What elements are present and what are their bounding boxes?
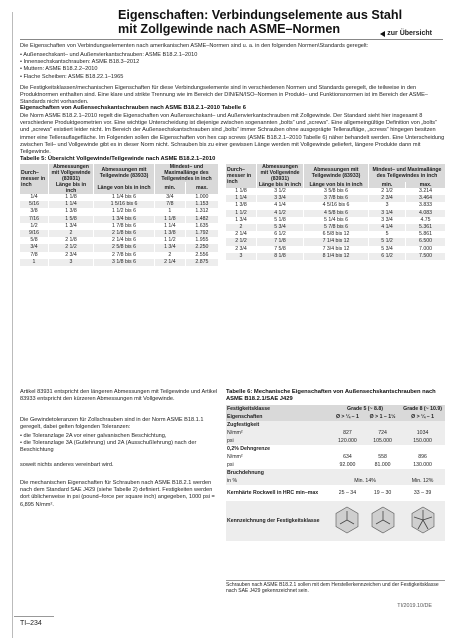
table-cell: 1 1/4 [226, 195, 257, 202]
table-cell: 1 1/2 bis 6 [94, 208, 155, 215]
table-cell: 1 1/4 [155, 223, 186, 230]
table-cell: 2 7/8 bis 6 [94, 252, 155, 259]
table-row [20, 216, 218, 223]
table-cell: 5.861 [406, 231, 445, 238]
table-row [226, 217, 445, 224]
col-header: Länge bis in inch [49, 182, 94, 194]
page-number: TI–234 [20, 620, 42, 627]
table-cell: 1.312 [185, 208, 218, 215]
tolerance-outro: soweit nichts anderes vereinbart wird. [20, 462, 114, 468]
table-cell: 9/16 [20, 230, 49, 237]
table-row [20, 223, 218, 230]
table-cell: 8 1/4 bis 12 [304, 253, 369, 260]
table-cell: 2 1/8 [49, 237, 94, 244]
table-cell: 3.214 [406, 188, 445, 195]
strength-note: Die Festigkeitsklassen/mechanischen Eigenschaften für diese Verbindungselemente sind in verschiedenen Normen und Standards geregelt, die teilweise in den Produktnormen enthalten sind. Eine klare und strikte Trennung wie im Bereich der DIN/EN/ISO–Normen in Produkt– und Funktionsnormen ist im Bereich der ASME–Standards nicht vorhanden. [20, 85, 428, 106]
table-cell: 2 [155, 252, 186, 259]
grade-8: Grade 8 (~ 10.9) [400, 405, 445, 413]
table-cell: 1 3/4 [155, 244, 186, 251]
list-item: • die Toleranzlage 2A vor einer galvanischen Beschichtung, [20, 433, 218, 440]
table-cell: 1 3/4 bis 6 [94, 216, 155, 223]
list-item: • die Toleranzlage 3A (Gutlehrung) und 2A (Ausschußlehrung) nach der Beschichtung [20, 440, 218, 454]
section-heading: Eigenschaften von Außensechskantschrauben nach ASME B18.2.1–2010 Tabelle 6 [20, 105, 246, 111]
footnote: Schrauben nach ASME B18.2.1 sollen mit dem Herstellerkennzeichen und der Festigkeitsklasse nach SAE J429 gekennzeichnet sein. [226, 580, 445, 594]
table-row [20, 237, 218, 244]
table-row [226, 246, 445, 253]
col-header: Länge von bis in inch [304, 182, 369, 188]
table-cell: 7 5/8 [257, 246, 304, 253]
page-number-divider [14, 616, 54, 617]
list-item: • Außensechskant– und Außenvierkantschrauben: ASME B18.2.1–2010 [20, 52, 445, 59]
table-cell: 1.153 [185, 201, 218, 208]
col-header: Länge bis in inch [257, 182, 304, 188]
table-cell: 3 3/4 [369, 217, 406, 224]
table-cell: 7 3/4 bis 12 [304, 246, 369, 253]
table-cell: 2 [226, 224, 257, 231]
table-cell: 1/2 [30, 222, 38, 229]
marking-image [365, 501, 400, 541]
left-margin-line [12, 12, 13, 638]
table-cell: 6 1/2 [257, 231, 304, 238]
table-cell: 1 3/8 [49, 208, 94, 215]
table-cell: 1 1/8 [49, 194, 94, 201]
table-cell: 1 [155, 208, 186, 215]
table-row [226, 210, 445, 217]
table-row [226, 188, 445, 195]
table-cell: 1 1/2 [226, 210, 257, 217]
table-cell: 1.482 [185, 216, 218, 223]
table-cell: 1 1/8 [235, 188, 247, 194]
table-cell: 1 5/16 bis 6 [94, 201, 155, 208]
table-cell: 3 1/2 [257, 188, 304, 195]
table5-left [20, 164, 218, 266]
table-cell: 1 3/4 [235, 216, 247, 223]
page-title: Eigenschaften: Verbindungselemente aus Stahl mit Zollgewinde nach ASME–Normen [118, 8, 403, 36]
table6: Festigkeitsklasse Grade 5 (~ 8.8) Grade 8 (~ 10.9) Eigenschaften Ø > ¼ – 1 Ø > 1 – 1½ Ø > ¼ – 1 Zugfestigkeit N/mm² 827 724 1034 psi 120.000 105.000 150.000 0,2% Dehngrenze N/mm² 634 558 896 psi 92.000 81.000 130.000 Bruchdehnung in % Min. 14% Min. 12% Kernhärte Rockwell in HRC min–max 25 – 34 19 – 30 33 – 39 Kennzeichnung der Festigkeitsklasse [226, 405, 445, 541]
table-cell: 4 5/16 bis 6 [304, 202, 369, 209]
table-cell: 4.083 [406, 210, 445, 217]
table-cell: 6 1/2 [369, 253, 406, 260]
table-cell: 2 1/2 [226, 238, 257, 245]
table-cell: 7 1/4 bis 12 [304, 238, 369, 245]
overview-link[interactable]: zur Übersicht [380, 30, 432, 37]
section-body: Die Norm ASME B18.2.1–2010 regelt die Eigenschaften von Außensechskant– und Außenvierkantschrauben mit Zollgewinde. Der Standard sieht hier insgesamt 8 verschiedene Produktgeometrien vor. Eine wichtige Unterscheidung ist diejenige zwischen sogenannten „bolts“ und „screws“. Eine allgemeingültige Definition von „bolts“ und „screws“ existiert leider nicht. Im Bereich der Außensechskantschrauben sind „bolts“ immer Schrauben ohne ausgeprägte Telleraufläge, „screws“ hingegen besitzen immer eine Tellerauflagefläche. Im Folgenden sollen die Eigenschaften von hex cap screws (ASME B18.2.1–2010 Tabelle 6) näher behandelt werden. Eine Unterscheidung zwischen Teil– und Vollgewinde gibt es in dieser Norm nicht. Schrauben bis zu einer gewissen Länge werden mit Vollgewinde geliefert, längere Produkte dann mit Teilgewinde. [20, 113, 445, 156]
table-row [20, 259, 218, 266]
table-cell: 1 3/8 [235, 202, 247, 209]
table-cell: 5 1/2 [369, 238, 406, 245]
mech-note: Die mechanischen Eigenschaften für Schrauben nach ASME B18.2.1 werden nach dem Standard SAE J429 (siehe Tabelle 2) definiert. Festigkeiten werden dort üblicherweise in psi (pound–force per square inch) angegeben, 1000 psi = 6,895 N/mm². [20, 480, 215, 508]
table-cell: 3 1/4 [369, 210, 406, 217]
table-row [20, 201, 218, 208]
table-cell: 7/16 [20, 216, 49, 223]
table-row [20, 244, 218, 251]
table-cell: 3.464 [406, 195, 445, 202]
table-cell: 1/4 [30, 194, 38, 200]
table-cell: 4.75 [406, 217, 445, 224]
table-cell: 5 1/4 bis 6 [304, 217, 369, 224]
table-cell: 2 1/2 [369, 188, 406, 195]
table-row [20, 252, 218, 259]
table-cell: 5 [369, 231, 406, 238]
table-row [226, 231, 445, 238]
tolerance-list [20, 433, 218, 455]
table-cell: 2 1/2 [49, 244, 94, 251]
table-cell: 5 7/8 bis 6 [304, 224, 369, 231]
table-cell: 2 1/4 [155, 259, 186, 266]
table-cell: 2.250 [185, 244, 218, 251]
table-cell: 7 1/8 [257, 238, 304, 245]
table-cell: 1 1/8 [155, 216, 186, 223]
table-cell: 4 1/4 [257, 202, 304, 209]
table-cell: 7.000 [406, 246, 445, 253]
table-cell: 5 3/4 [369, 246, 406, 253]
table-cell: 6.500 [406, 238, 445, 245]
col-header: max. [406, 182, 445, 188]
table-cell: 7/8 [30, 251, 38, 258]
table-row [226, 195, 445, 202]
table-cell: 1 1/4 bis 6 [94, 194, 155, 201]
table-cell: 1.000 [185, 194, 218, 201]
table-cell: 5/16 [20, 201, 49, 208]
table-cell: 2 5/8 bis 6 [94, 244, 155, 251]
intro-text: Die Eigenschaften von Verbindungselementen nach amerikanischen ASME–Normen sind u. a. in den folgenden Normen\Standards geregelt: [20, 43, 369, 49]
table-cell: 3 [49, 259, 94, 266]
table-cell: 3/4 [20, 244, 49, 251]
table-cell: 3/8 [30, 208, 38, 215]
table-cell: 7.500 [406, 253, 445, 260]
list-item: • Muttern: ASME B18.2.2–2010 [20, 66, 445, 73]
header-divider [20, 39, 443, 40]
col-header: Abmessungen mit Vollgewinde (83931) [49, 164, 94, 182]
table-cell: 2 3/4 [369, 195, 406, 202]
article-note: Artikel 83931 entspricht den längeren Abmessungen mit Teilgewinde und Artikel 83933 entspricht den kürzeren Abmessungen mit Vollgewinde. [20, 389, 218, 403]
table-cell: 3/4 [155, 194, 186, 201]
table-cell: 7/8 [155, 201, 186, 208]
marking-image [400, 501, 445, 541]
table-cell: 8 1/8 [257, 253, 304, 260]
table-cell: 4 5/8 bis 6 [304, 210, 369, 217]
table-cell: 3 [226, 253, 257, 260]
col-header: Abmessungen mit Teilgewinde (83933) [94, 164, 155, 182]
table-cell: 2 [49, 230, 94, 237]
table-cell: 3 1/8 bis 6 [94, 259, 155, 266]
table-row [226, 202, 445, 209]
row-label: Eigenschaften [226, 413, 330, 421]
table-cell: 2 3/4 [235, 245, 247, 252]
table-cell: 6 5/8 bis 12 [304, 231, 369, 238]
table-cell: 3 5/8 bis 6 [304, 188, 369, 195]
table-cell: 3 [369, 202, 406, 209]
table-row [20, 230, 218, 237]
table-cell: 5 3/4 [257, 224, 304, 231]
table-cell: 1 3/8 [155, 230, 186, 237]
row-label: Festigkeitsklasse [226, 405, 330, 413]
col-header: Mindest– und Maximallänge des Teilgewindes in inch [155, 164, 219, 182]
table-cell: 1.955 [185, 237, 218, 244]
table-cell: 2.556 [185, 252, 218, 259]
version-label: TI/2019.10/DE [397, 603, 432, 609]
table-row [226, 253, 445, 260]
table-cell: 1 1/2 [155, 237, 186, 244]
table-cell: 2 1/8 bis 6 [94, 230, 155, 237]
table-cell: 2.875 [185, 259, 218, 266]
table-cell: 1 3/4 [49, 223, 94, 230]
col-header: min. [369, 182, 406, 188]
col-header: min. [155, 182, 186, 194]
tolerance-intro: Die Gewindetoleranzen für Zollschrauben sind in der Norm ASME B18.1.1 geregelt, dabei gelten folgenden Toleranzen: [20, 417, 204, 431]
table-cell: 5.361 [406, 224, 445, 231]
table5-caption: Tabelle 5: Übersicht Vollgewinde/Teilgewinde nach ASME B18.2.1–2010 [20, 156, 216, 162]
table-cell: 2 1/4 bis 6 [94, 237, 155, 244]
table-cell: 4 1/2 [257, 210, 304, 217]
col-header: Länge von bis in inch [94, 182, 155, 194]
norms-list [20, 52, 445, 81]
list-item: • Innensechskantschrauben: ASME B18.3–2012 [20, 59, 445, 66]
col-header: max. [185, 182, 218, 194]
table-cell: 2 3/4 [49, 252, 94, 259]
marking-image [330, 501, 365, 541]
arrow-left-icon [380, 31, 385, 37]
table-cell: 5/8 [30, 237, 38, 244]
list-item: • Flache Scheiben: ASME B18.22.1–1965 [20, 74, 445, 81]
table-row [226, 224, 445, 231]
table5-right [226, 164, 445, 260]
col-header: Mindest– und Maximallänge des Teilgewindes in inch [369, 164, 446, 182]
table-cell: 3 7/8 bis 6 [304, 195, 369, 202]
table-row [20, 208, 218, 215]
table-cell: 1.635 [185, 223, 218, 230]
table-cell: 3.833 [406, 202, 445, 209]
table-cell: 1 5/8 [49, 216, 94, 223]
table-cell: 3 3/4 [257, 195, 304, 202]
table-cell: 4 1/4 [369, 224, 406, 231]
table-cell: 5 1/8 [257, 217, 304, 224]
table-cell: 1 1/4 [49, 201, 94, 208]
table-row [20, 194, 218, 201]
table-cell: 1 [20, 259, 49, 266]
table-cell: 1.792 [185, 230, 218, 237]
table-row [226, 238, 445, 245]
col-header: Durch–messer in inch [226, 164, 257, 188]
table-cell: 1 7/8 bis 6 [94, 223, 155, 230]
col-header: Durch–messer in inch [20, 164, 49, 194]
table-cell: 2 1/4 [235, 231, 247, 238]
grade-5: Grade 5 (~ 8.8) [330, 405, 400, 413]
col-header: Abmessungen mit Teilgewinde (83933) [304, 164, 369, 182]
col-header: Abmessungen mit Vollgewinde (83931) [257, 164, 304, 182]
table6-caption: Tabelle 6: Mechanische Eigenschaften von Außensechskantschrauben nach ASME B18.2.1/SAE J429 [226, 389, 436, 403]
